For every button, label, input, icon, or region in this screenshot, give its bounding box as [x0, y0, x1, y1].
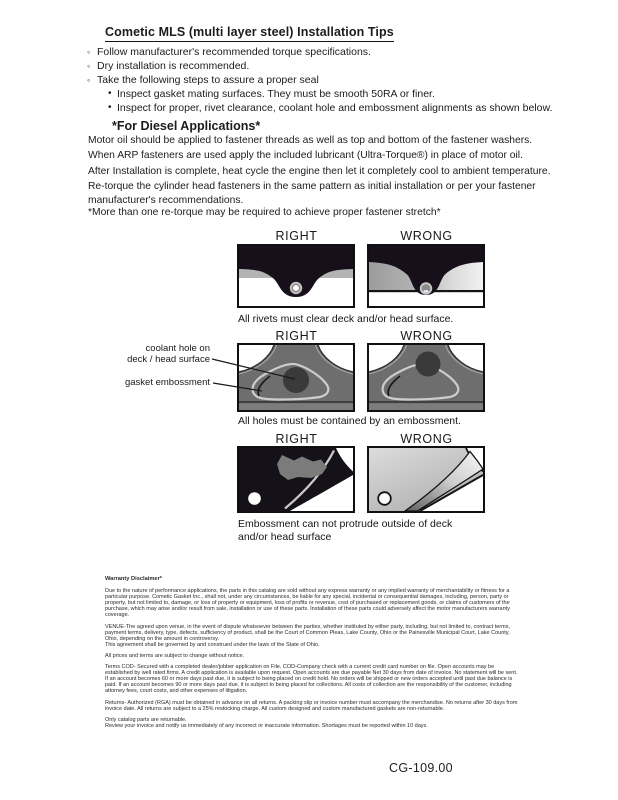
leader-lines [210, 350, 302, 396]
open-bullet-icon: ◦ [87, 75, 91, 85]
embossment-right-diagram [237, 446, 355, 513]
rivet-right-diagram [237, 244, 355, 308]
tip-text: Dry installation is recommended. [97, 60, 250, 72]
wrong-label: WRONG [400, 229, 453, 243]
list-item [87, 101, 557, 115]
prices-terms-line: All prices and terms are subject to change without notice. [105, 652, 245, 659]
filled-bullet-icon: • [108, 88, 112, 99]
rivet-caption: All rivets must clear deck and/or head surface. [238, 313, 454, 325]
open-bullet-icon: ◦ [87, 47, 91, 57]
coolant-caption: All holes must be contained by an embossment. [238, 415, 461, 427]
embossment-right-drawing [239, 448, 353, 511]
legal-block [105, 576, 519, 729]
governing-law-line: This agreement shall be governed by and construed under the laws of the State of Ohio. [105, 641, 320, 648]
tip-text: Take the following steps to assure a proper seal [97, 74, 319, 86]
warranty-disclaimer-heading: Warranty Disclaimer* [105, 576, 163, 582]
filled-bullet-icon: • [108, 102, 112, 113]
right-label: RIGHT [275, 432, 318, 446]
embossment-caption: Embossment can not protrude outside of deck and/or head surface [238, 518, 453, 543]
venue-paragraph: VENUE-The agreed upon venue, in the event of dispute whatsoever between the parties, whether instituted by either party, including, but not limited to, contract terms, payment terms, delivery, type, defects, sufficiency of product, shall be the Court of Common Pleas, Lake County, Ohio or the Painesville Municipal Court, Lake County, Ohio, depending on the amount in controversy. [105, 623, 510, 642]
review-invoice-line: Review your invoice and notify us immediately of any incorrect or inaccurate information. Shortages must be reported within 10 days. [105, 722, 428, 729]
wrong-label: WRONG [400, 329, 453, 343]
tip-text: Follow manufacturer's recommended torque specifications. [97, 46, 371, 58]
list-item [87, 45, 557, 59]
tip-text: Inspect for proper, rivet clearance, coolant hole and embossment alignments as shown below. [117, 102, 553, 114]
rivet-right-drawing [239, 246, 353, 306]
coolant-wrong-drawing [369, 345, 483, 410]
page-number: CG-109.00 [389, 761, 453, 775]
tip-text: Inspect gasket mating surfaces. They must be smooth 50RA or finer. [117, 88, 435, 100]
wrong-label: WRONG [400, 432, 453, 446]
catalog-parts-line: Only catalog parts are returnable. [105, 716, 187, 723]
right-label: RIGHT [275, 329, 318, 343]
diesel-section-heading: *For Diesel Applications* [112, 119, 261, 133]
diesel-paragraph-2: After Installation is complete, heat cycle the engine then let it completely cool to ambient temperature. Re-torque the cylinder head fasteners in the same pattern as initial installation or per your fastener manufacturer's recommendations. [88, 166, 551, 206]
returns-paragraph: Returns- Authorized (RGA) must be obtained in advance on all returns. A packing slip or invoice number must accompany the merchandise. No returns after 30 days from invoice date. All returns are subject to a 25% restocking charge. All custom designed and custom manufactured gaskets are non-returnable. [105, 699, 518, 712]
list-item [87, 59, 557, 73]
terms-cod-paragraph: Terms COD- Secured with a completed dealer/jobber application on File, COD-Company check with a current credit card number on file. Open accounts may be established by well rated firms. A credit application is available upon request. Open accounts are due payable Net 30 days from date of invoice. No statement will be sent. If an account becomes 60 or more days past due, it is subject to being placed on credit hold. No orders will be shipped or new orders accepted until past due balance is paid. If an account becomes 90 or more days past due, it is subject to being placed for collections. All costs of collection are the responsibility of the customer, including attorney fees, court costs, and other expenses of litigation. [105, 664, 518, 695]
warranty-paragraph: Due to the nature of performance applications, the parts in this catalog are sold without any express warranty or any implied warranty of merchantability or fitness for a particular purpose. Cometic Gasket Inc., shall not, under any circumstances, be liable for any special, incidental or consequential damages, including, person, party or property, but not limited to, damage, or loss of property or equipment, loss of profits or revenue, cost of purchased or replacement goods, or claims of customers of the purchase, which may arise and/or result from sale, installation or use of these parts. Installation of these parts could adversely affect the motor manufacturers warranty coverage. [105, 588, 510, 619]
list-item [87, 73, 557, 87]
list-item [87, 87, 557, 101]
open-bullet-icon: ◦ [87, 61, 91, 71]
rivet-wrong-diagram [367, 244, 485, 308]
page-title: Cometic MLS (multi layer steel) Installation Tips [105, 25, 394, 42]
gasket-embossment-label: gasket embossment [124, 377, 210, 388]
retorque-note: *More than one re-torque may be required to achieve proper fastener stretch* [88, 207, 441, 218]
right-label: RIGHT [275, 229, 318, 243]
embossment-wrong-drawing [369, 448, 483, 511]
diesel-paragraph-1: Motor oil should be applied to fastener threads as well as top and bottom of the fastener washers. When ARP fasteners are used apply the included lubricant (Ultra-Torque®) in place of motor oil. [88, 135, 533, 161]
rivet-wrong-drawing [369, 246, 483, 306]
embossment-wrong-diagram [367, 446, 485, 513]
coolant-hole-label: coolant hole on deck / head surface [127, 343, 210, 365]
installation-tips-list [87, 45, 557, 115]
coolant-wrong-diagram [367, 343, 485, 412]
